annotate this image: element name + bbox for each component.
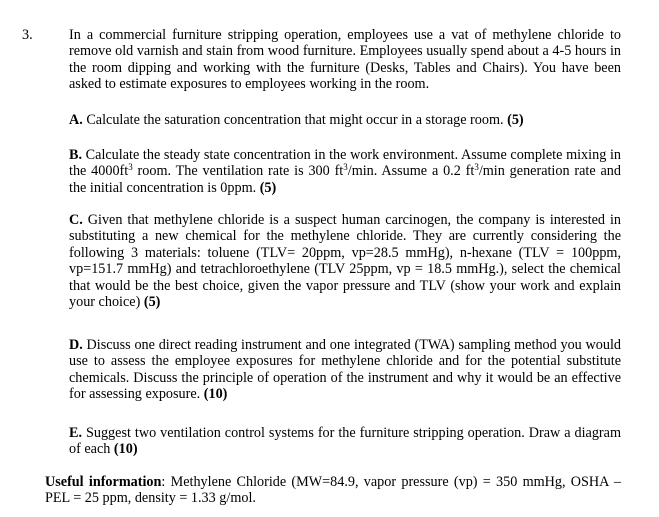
part-a-text: Calculate the saturation concentration that might occur in a storage room. [82,112,508,128]
part-e-points: (10) [113,441,138,458]
part-a [69,112,621,128]
part-c-label: C. [69,212,83,228]
part-b-label: B. [69,147,83,163]
cubic-superscript-1: 3 [128,162,133,173]
part-d-label: D. [69,337,83,353]
part-d [69,337,621,403]
part-c-points: (5) [143,294,161,311]
part-e-text: Suggest two ventilation control systems for the furniture stripping operation. Draw a diagram of each [69,425,621,458]
part-c [69,212,621,310]
question-number: 3. [22,27,33,43]
part-d-text: Discuss one direct reading instrument and one integrated (TWA) sampling method you would use to assess the employee exposures for methylene chloride and for the potential substitute chemicals. Discuss the principle of operation of the instrument and why it would be an effective for assessing exposure. [69,337,621,403]
useful-information-label: Useful information [45,474,162,490]
part-b [69,147,621,196]
part-a-points: (5) [507,112,524,128]
useful-information [45,474,621,507]
part-c-text: Given that methylene chloride is a suspect human carcinogen, the company is interested in substituting a new chemical for the methylene chloride. They are currently considering the following 3 materials: toluene (TLV= 20ppm, vp=28.5 mmHg), n-hexane (TLV = 100ppm, vp=151.7 mmHg) and tetrachloroethylene (TLV 25ppm, vp = 18.5 mmHg.), select the chemical that would be the best choice, given the vapor pressure and TLV (show your work and explain your choice) [69,212,621,311]
cubic-superscript-3: 3 [474,162,479,173]
part-e-label: E. [69,425,83,441]
part-d-points: (10) [203,386,228,403]
question-intro: In a commercial furniture stripping operation, employees use a vat of methylene chloride to remove old varnish and stain from wood furniture. Employees usually spend about a 4-5 hours in the room dipping and working with the furniture (Desks, Tables and Chairs). You have been asked to estimate exposures to employees working in the room. [69,27,621,93]
part-b-text-4: /min generation rate and the initial concentration is 0ppm. [69,163,621,196]
part-b-text-2: room. The ventilation rate is 300 ft [132,163,344,180]
useful-information-text: : Methylene Chloride (MW=84.9, vapor pressure (vp) = 350 mmHg, OSHA – PEL = 25 ppm, density = 1.33 g/mol. [45,474,621,507]
cubic-superscript-2: 3 [343,162,348,173]
part-b-text-3: /min. Assume a 0.2 ft [347,163,475,180]
part-e [69,425,621,458]
part-b-points: (5) [259,179,277,196]
part-a-label: A. [69,112,83,128]
part-b-text-1: Calculate the steady state concentration in the work environment. Assume complete mixing in the 4000ft [69,147,621,180]
